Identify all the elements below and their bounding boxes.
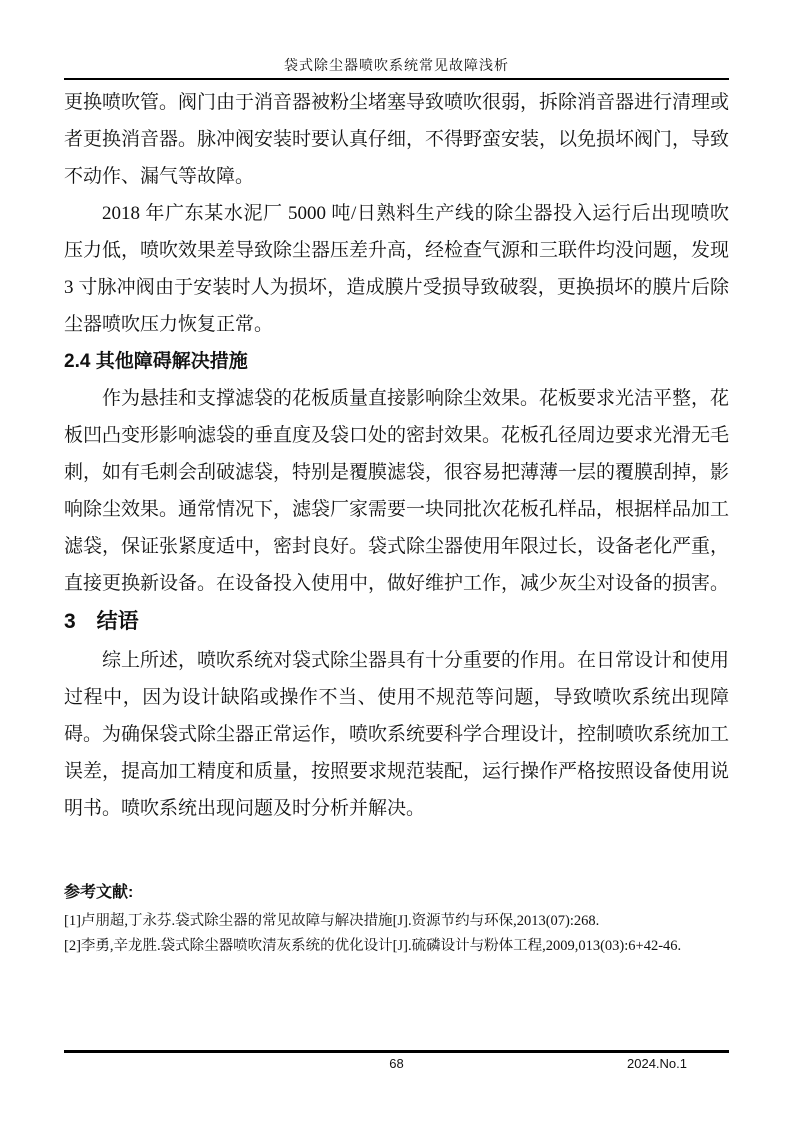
page-header [64, 0, 729, 80]
running-head-title: 袋式除尘器喷吹系统常见故障浅析 [284, 59, 509, 74]
issue-label: 2024.No.1 [627, 1056, 687, 1071]
reference-item-2: [2]李勇,辛龙胜.袋式除尘器喷吹清灰系统的优化设计[J].硫磷设计与粉体工程,2009,013(03):6+42-46. [64, 938, 682, 954]
reference-item-1: [1]卢朋超,丁永芬.袋式除尘器的常见故障与解决措施[J].资源节约与环保,2013(07):268. [64, 913, 600, 929]
page-number: 68 [389, 1056, 404, 1071]
paragraph-section-2-4: 作为悬挂和支撑滤袋的花板质量直接影响除尘效果。花板要求光洁平整，花板凹凸变形影响滤袋的垂直度及袋口处的密封效果。花板孔径周边要求光滑无毛刺，如有毛刺会刮破滤袋，特别是覆膜滤袋，很容易把薄薄一层的覆膜刮掉，影响除尘效果。通常情况下，滤袋厂家需要一块同批次花板孔样品，根据样品加工滤袋，保证张紧度适中，密封良好。袋式除尘器使用年限过长，设备老化严重，直接更换新设备。在设备投入使用中，做好维护工作，减少灰尘对设备的损害。 [64, 388, 730, 594]
references-heading: 参考文献: [64, 884, 134, 901]
paragraph-case-study: 2018 年广东某水泥厂 5000 吨/日熟料生产线的除尘器投入运行后出现喷吹压力低，喷吹效果差导致除尘器压差升高，经检查气源和三联件均没问题，发现 3 寸脉冲阀由于安装时人为损坏，造成膜片受损导致破裂，更换损坏的膜片后除尘器喷吹压力恢复正常。 [64, 203, 730, 335]
section-heading-3-conclusion: 3 结语 [64, 610, 139, 633]
paragraph-continuation: 更换喷吹管。阀门由于消音器被粉尘堵塞导致喷吹很弱，拆除消音器进行清理或者更换消音器。脉冲阀安装时要认真仔细，不得野蛮安装，以免损坏阀门，导致不动作、漏气等故障。 [64, 92, 730, 187]
article-body [64, 80, 729, 959]
footer-rule [64, 1050, 729, 1053]
references-section [64, 881, 729, 959]
paragraph-conclusion: 综上所述，喷吹系统对袋式除尘器具有十分重要的作用。在日常设计和使用过程中，因为设计缺陷或操作不当、使用不规范等问题，导致喷吹系统出现障碍。为确保袋式除尘器正常运作，喷吹系统要科学合理设计，控制喷吹系统加工误差，提高加工精度和质量，按照要求规范装配，运行操作严格按照设备使用说明书。喷吹系统出现问题及时分析并解决。 [64, 650, 730, 819]
section-heading-2-4: 2.4 其他障碍解决措施 [64, 351, 248, 372]
